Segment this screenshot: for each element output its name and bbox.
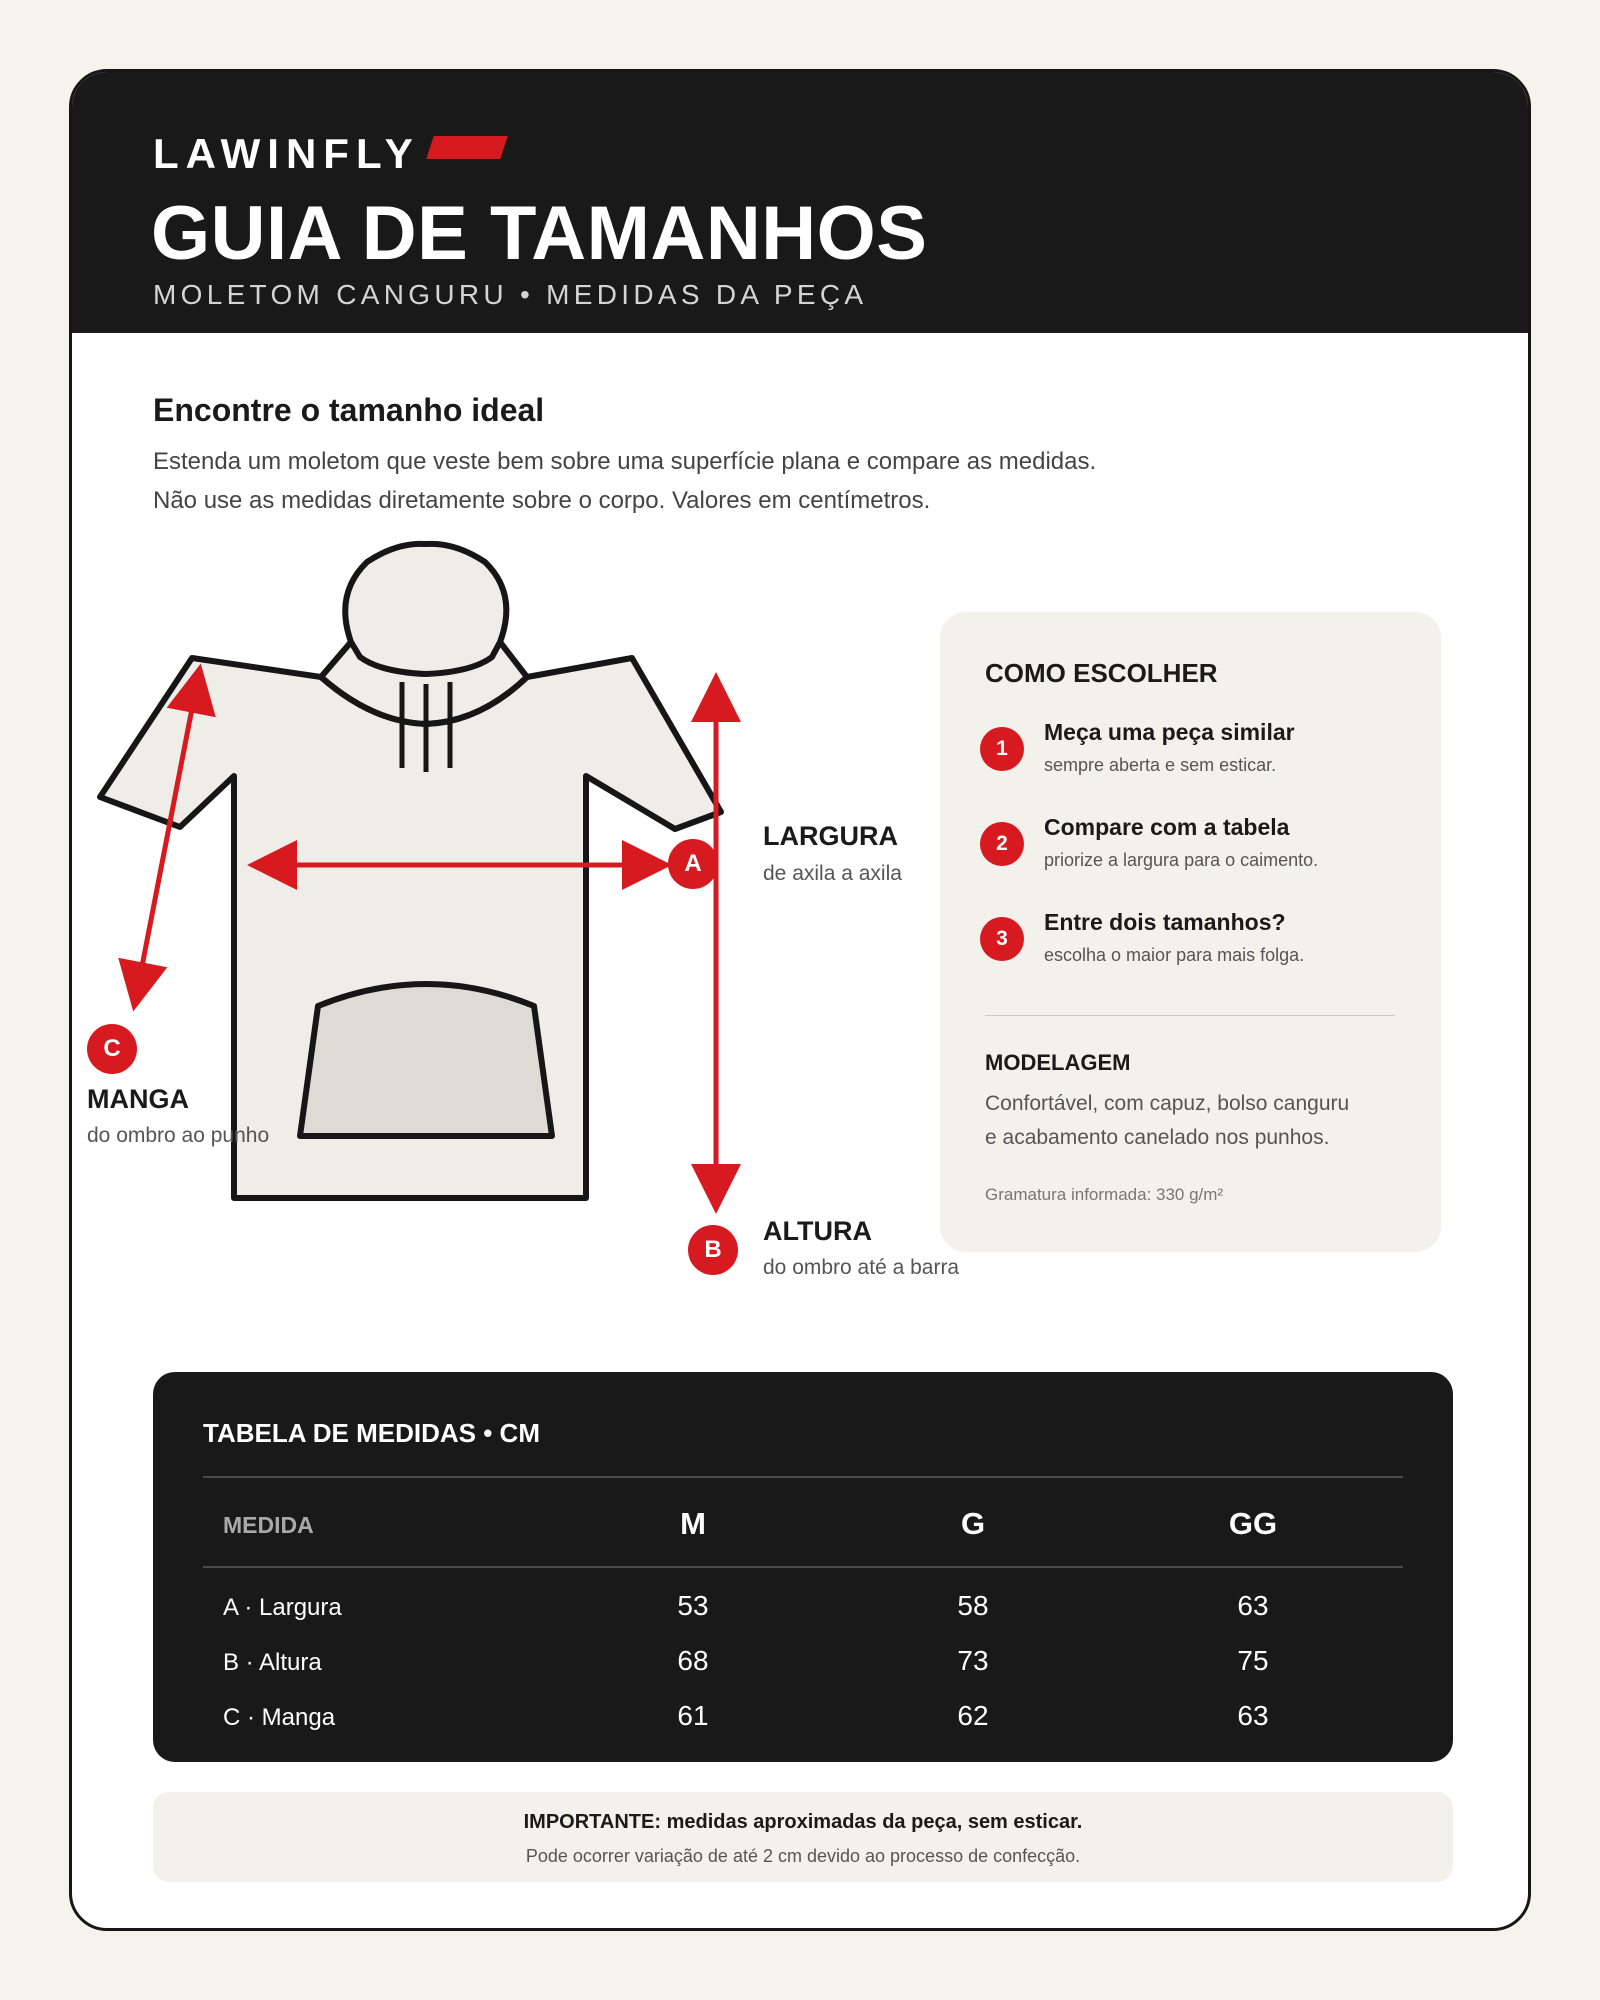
measure-badge-b: B <box>688 1225 738 1275</box>
table-cell: 73 <box>957 1645 989 1676</box>
brand-name: LAWINFLY <box>153 130 420 177</box>
panel-divider <box>985 1015 1395 1016</box>
table-cell: 53 <box>677 1590 709 1621</box>
table-cell: 75 <box>1237 1645 1269 1676</box>
table-cell: 58 <box>957 1590 989 1621</box>
page-title: GUIA DE TAMANHOS <box>151 191 928 276</box>
step-number: 1 <box>980 727 1024 771</box>
size-guide-card <box>69 69 1531 1931</box>
step-desc: priorize a largura para o caimento. <box>1044 850 1319 870</box>
table-cell: 61 <box>677 1700 709 1731</box>
table-row-label: C · Manga <box>223 1704 336 1731</box>
panel-title: COMO ESCOLHER <box>985 658 1218 688</box>
page-subtitle: MOLETOM CANGURU • MEDIDAS DA PEÇA <box>153 279 868 310</box>
model-line: e acabamento canelado nos punhos. <box>985 1126 1330 1149</box>
fabric-weight-note: Gramatura informada: 330 g/m² <box>985 1185 1224 1204</box>
measure-label-height: ALTURA <box>763 1216 872 1246</box>
step-item <box>980 814 1420 894</box>
measure-badge-c: C <box>87 1024 137 1074</box>
step-title: Compare com a tabela <box>1044 814 1290 840</box>
table-title: TABELA DE MEDIDAS • CM <box>203 1418 540 1448</box>
intro-heading: Encontre o tamanho ideal <box>153 392 545 428</box>
table-row-label: B · Altura <box>223 1649 322 1676</box>
step-item <box>980 909 1420 989</box>
how-to-choose-panel <box>940 612 1441 1252</box>
table-header-size: M <box>680 1506 706 1541</box>
table-cell: 63 <box>1237 1590 1269 1621</box>
table-cell: 62 <box>957 1700 989 1731</box>
notice-strong: IMPORTANTE: medidas aproximadas da peça, sem esticar. <box>523 1811 1083 1833</box>
step-number: 3 <box>980 917 1024 961</box>
step-desc: sempre aberta e sem esticar. <box>1044 755 1277 775</box>
intro-line: Estenda um moletom que veste bem sobre uma superfície plana e compare as medidas. <box>153 448 1097 475</box>
measure-label-width: LARGURA <box>763 821 898 851</box>
measure-badge-a: A <box>668 839 718 889</box>
model-line: Confortável, com capuz, bolso canguru <box>985 1092 1350 1115</box>
measurement-table <box>153 1372 1453 1762</box>
table-divider <box>203 1476 1403 1478</box>
measure-desc-height: do ombro até a barra <box>763 1256 960 1279</box>
intro-line: Não use as medidas diretamente sobre o corpo. Valores em centímetros. <box>153 487 931 514</box>
table-header-size: GG <box>1228 1506 1278 1541</box>
table-row-label: A · Largura <box>223 1594 342 1621</box>
measure-desc-sleeve: do ombro ao punho <box>87 1124 270 1147</box>
notice-sub: Pode ocorrer variação de até 2 cm devido ao processo de confecção. <box>525 1846 1081 1866</box>
step-desc: escolha o maior para mais folga. <box>1044 945 1305 965</box>
table-header-label: MEDIDA <box>223 1512 314 1538</box>
table-cell: 63 <box>1237 1700 1269 1731</box>
step-title: Entre dois tamanhos? <box>1044 909 1286 935</box>
step-item <box>980 719 1420 799</box>
important-notice <box>153 1792 1453 1882</box>
table-divider <box>203 1566 1403 1568</box>
step-number: 2 <box>980 822 1024 866</box>
model-title: MODELAGEM <box>985 1050 1131 1075</box>
measure-desc-width: de axila a axila <box>763 862 902 885</box>
step-title: Meça uma peça similar <box>1044 719 1295 745</box>
table-header-size: G <box>960 1506 986 1541</box>
measure-label-sleeve: MANGA <box>87 1084 189 1114</box>
table-cell: 68 <box>677 1645 709 1676</box>
